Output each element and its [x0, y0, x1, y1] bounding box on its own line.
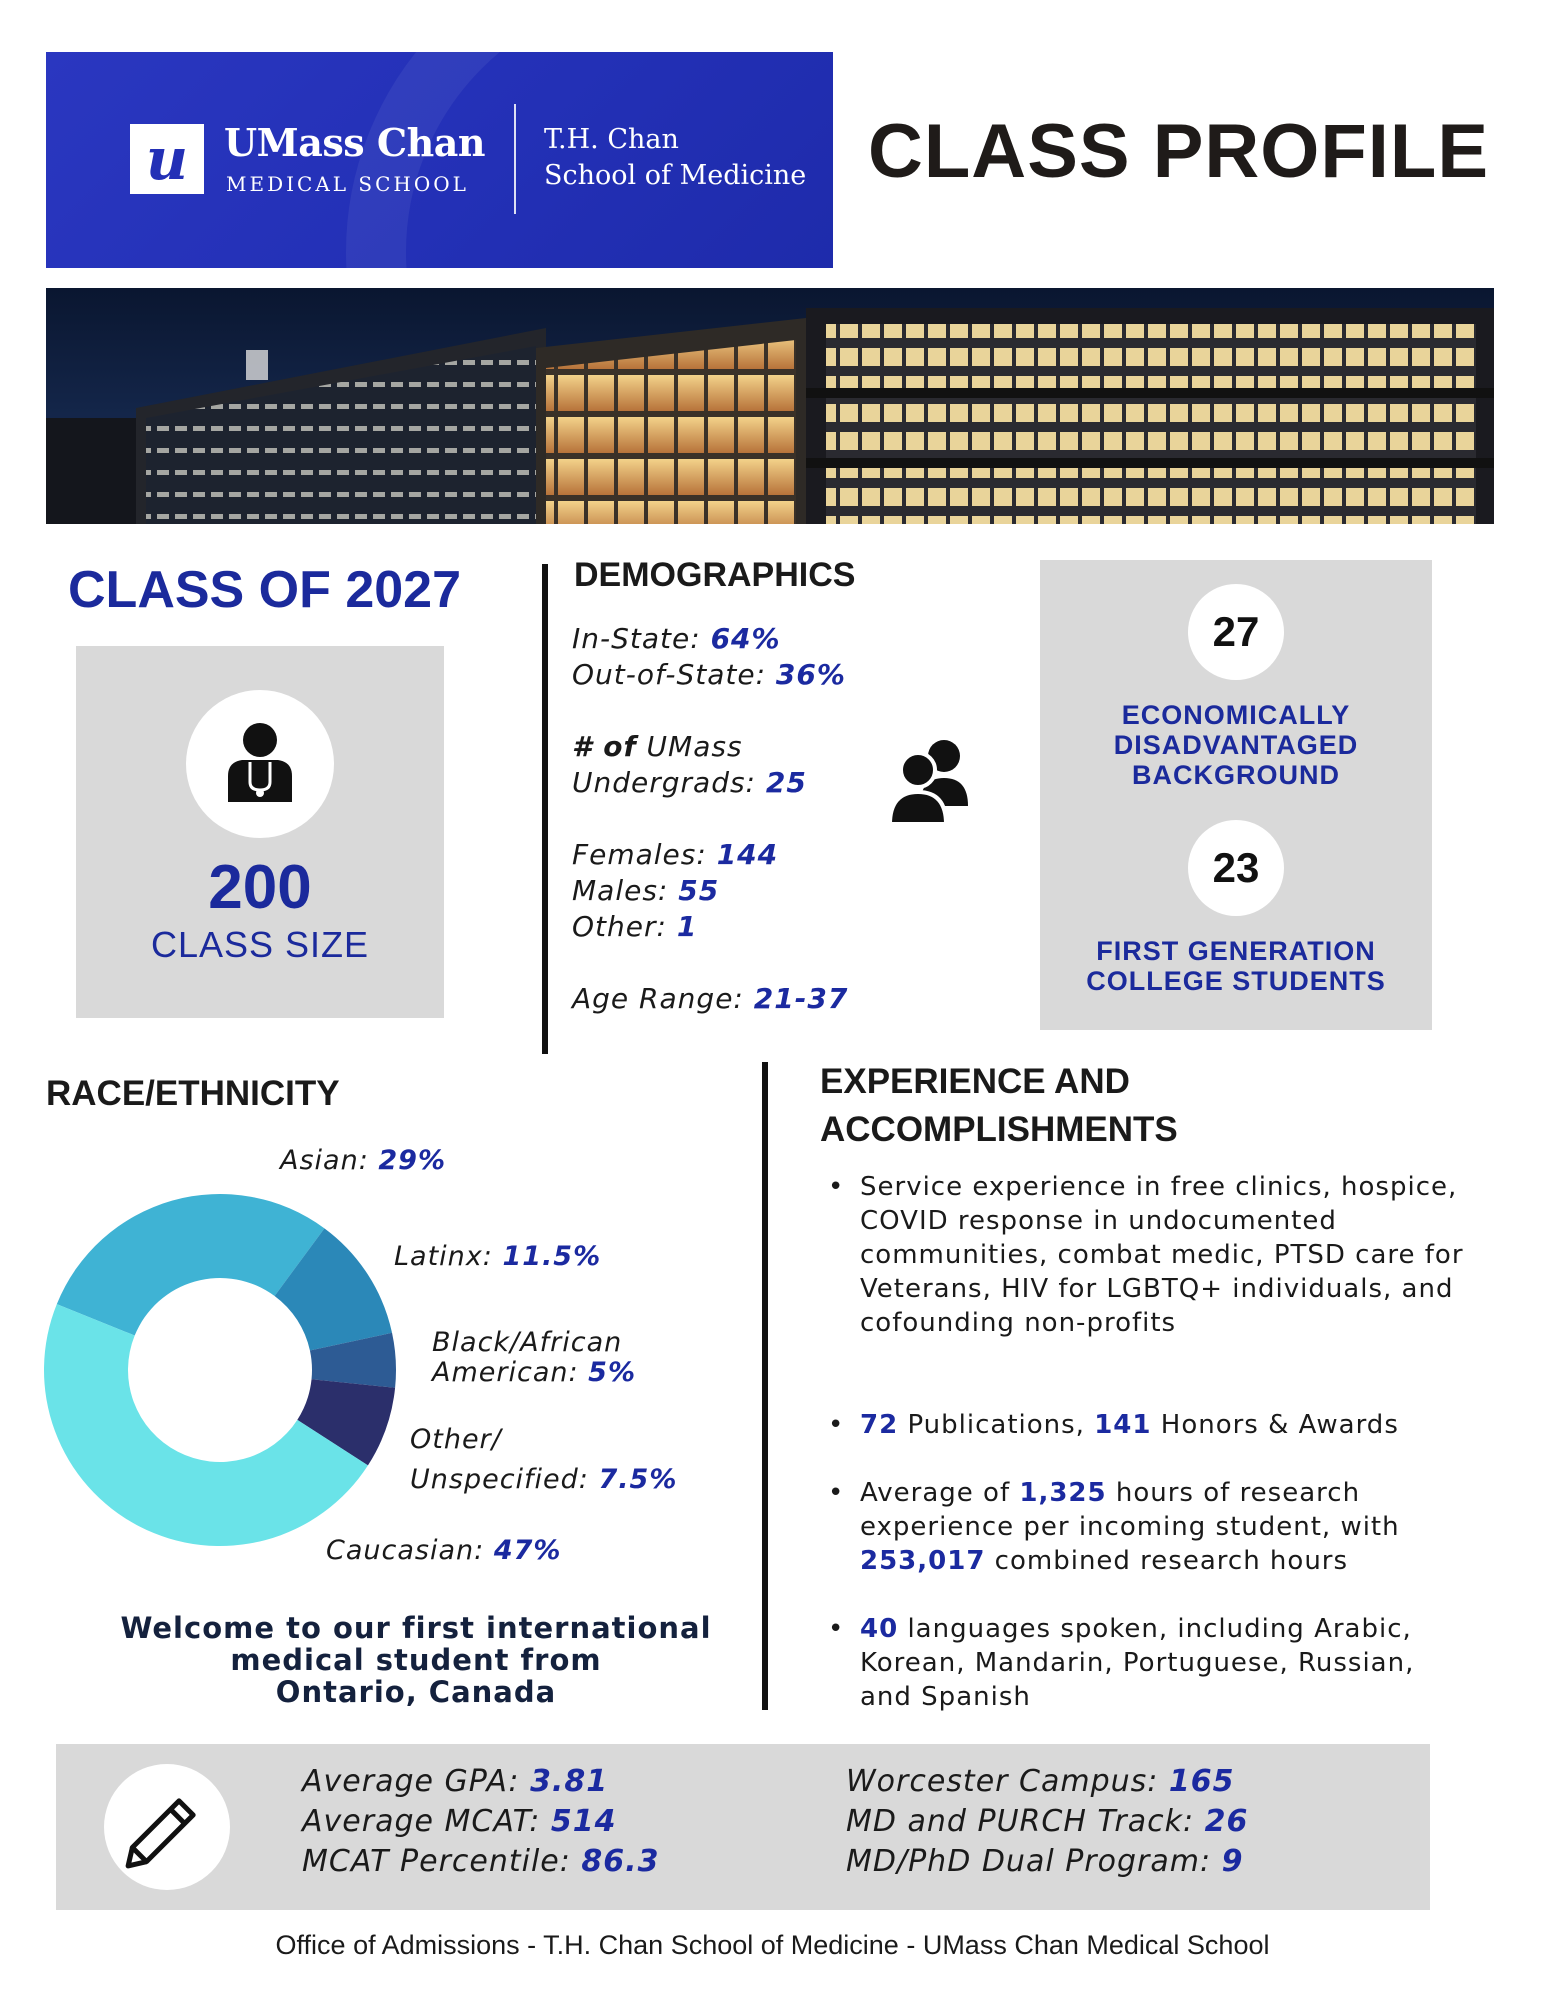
black-african-american-label: Black/African American: 5%: [432, 1327, 637, 1388]
doctor-icon: [186, 690, 334, 838]
logo-school-line1: T.H. Chan: [544, 124, 679, 155]
out-state-row: Out-of-State: 36%: [572, 658, 846, 691]
latinx-label: Latinx: 11.5%: [394, 1241, 602, 1272]
age-row: Age Range: 21-37: [572, 982, 849, 1015]
donut-slice-asian: [57, 1194, 325, 1336]
in-state-row: In-State: 64%: [572, 622, 781, 655]
experience-item-service: • Service experience in free clinics, hospice, COVID response in undocumented communities, combat medic, PTSD care for Veterans, HIV for LGBTQ+ individuals, and cofounding non-profits: [828, 1172, 1464, 1338]
first-generation-count: 23: [1188, 820, 1284, 916]
experience-item-research: • Average of 1,325 hours of research experience per incoming student, with 253,017 combined research hours: [828, 1478, 1400, 1576]
logo-divider: [514, 104, 516, 214]
undergrads-row: Undergrads: 25: [572, 766, 807, 799]
page-title: CLASS PROFILE: [868, 109, 1490, 194]
first-generation-label: FIRST GENERATION COLLEGE STUDENTS: [1086, 936, 1386, 996]
experience-item-publications: • 72 Publications, 141 Honors & Awards: [828, 1410, 1399, 1440]
logo-title: UMass Chan: [224, 120, 485, 165]
race-donut-chart: [30, 1180, 410, 1560]
worcester-campus: Worcester Campus: 165: [846, 1764, 1235, 1799]
pencil-icon: [104, 1764, 230, 1890]
caucasian-label: Caucasian: 47%: [326, 1535, 562, 1566]
race-heading: RACE/ETHNICITY: [46, 1074, 340, 1113]
experience-item-languages: • 40 languages spoken, including Arabic, Korean, Mandarin, Portuguese, Russian, and Spanish: [828, 1614, 1415, 1712]
econ-disadvantaged-count: 27: [1188, 584, 1284, 680]
asian-label: Asian: 29%: [280, 1145, 447, 1176]
logo-banner: [46, 52, 833, 268]
class-size-label: CLASS SIZE: [150, 924, 370, 965]
footer: Office of Admissions - T.H. Chan School of Medicine - UMass Chan Medical School: [275, 1930, 1270, 1960]
logo-subtitle: MEDICAL SCHOOL: [226, 172, 469, 196]
demographics-heading: DEMOGRAPHICS: [574, 556, 856, 594]
econ-disadvantaged-label: ECONOMICALLY DISADVANTAGED BACKGROUND: [1113, 700, 1359, 790]
people-icon: [886, 730, 976, 826]
experience-heading: EXPERIENCE AND ACCOMPLISHMENTS: [820, 1062, 1178, 1149]
umass-row: # of UMass: [572, 730, 743, 763]
md-phd-program: MD/PhD Dual Program: 9: [846, 1844, 1244, 1879]
average-gpa: Average GPA: 3.81: [302, 1764, 609, 1799]
mcat-percentile: MCAT Percentile: 86.3: [302, 1844, 660, 1879]
males-row: Males: 55: [572, 874, 720, 907]
other-row: Other: 1: [572, 910, 698, 943]
welcome-message: Welcome to our first international medical student from Ontario, Canada: [120, 1611, 712, 1709]
building-photo: [46, 288, 1494, 524]
average-mcat: Average MCAT: 514: [302, 1804, 617, 1839]
demographics-divider: [542, 564, 548, 1054]
females-row: Females: 144: [572, 838, 779, 871]
umass-logo-icon: u: [130, 124, 204, 194]
md-purch-track: MD and PURCH Track: 26: [846, 1804, 1249, 1839]
experience-divider: [762, 1062, 768, 1710]
class-size-value: 200: [208, 853, 312, 922]
other-unspecified-label: Other/ Unspecified: 7.5%: [410, 1424, 678, 1495]
building-illustration: [46, 288, 1494, 524]
class-heading: CLASS OF 2027: [68, 561, 462, 619]
logo-school-line2: School of Medicine: [544, 160, 807, 191]
